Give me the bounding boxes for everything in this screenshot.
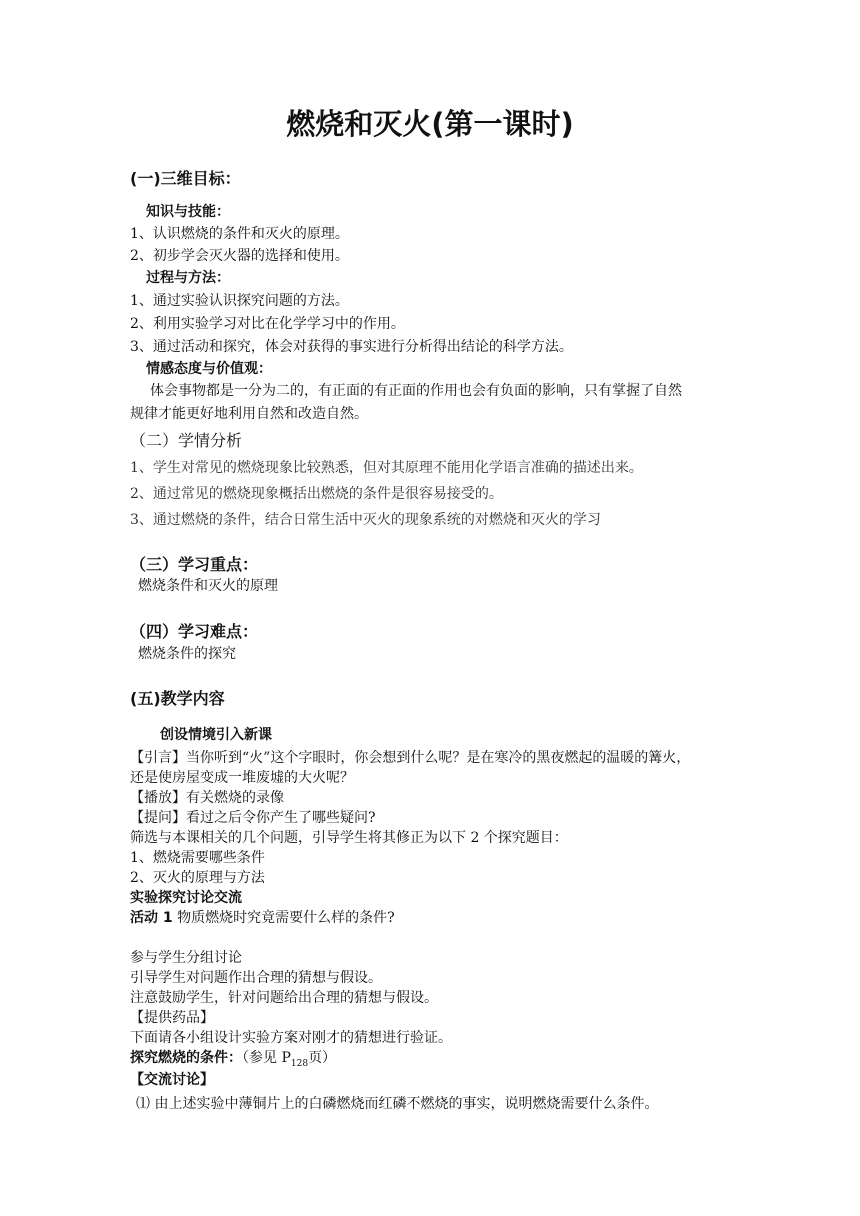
process-item-3: 3、通过活动和探究，体会对获得的事实进行分析得出结论的科学方法。: [130, 339, 573, 355]
attitude-line-1: 体会事物都是一分为二的，有正面的有正面的作用也会有负面的影响，只有掌握了自然: [150, 383, 682, 399]
ask-line: 【提问】看过之后令你产生了哪些疑问?: [130, 810, 376, 826]
group-line: 参与学生分组讨论: [130, 950, 242, 966]
encourage-line: 注意鼓励学生，针对问题给出合理的猜想与假设。: [130, 990, 438, 1006]
analysis-item-2: 2、通过常见的燃烧现象概括出燃烧的条件是很容易接受的。: [130, 486, 503, 502]
section-3-text: 燃烧条件和灭火的原理: [138, 578, 278, 594]
analysis-item-1: 1、学生对常见的燃烧现象比较熟悉，但对其原理不能用化学语言准确的描述出来。: [130, 460, 643, 476]
process-item-2: 2、利用实验学习对比在化学学习中的作用。: [130, 316, 405, 332]
knowledge-label: 知识与技能：: [146, 204, 230, 220]
attitude-line-2: 规律才能更好地利用自然和改造自然。: [130, 406, 368, 422]
activity-text: 物质燃烧时究竟需要什么样的条件?: [177, 910, 395, 926]
explore-ref-prefix: （参见 P: [242, 1050, 291, 1066]
activity-label: 活动 1: [130, 910, 173, 926]
filter-line: 筛选与本课相关的几个问题，引导学生将其修正为以下 2 个探究题目：: [130, 830, 568, 846]
discussion-question: [136, 1094, 658, 1114]
knowledge-item-1: 1、认识燃烧的条件和灭火的原理。: [130, 226, 349, 242]
knowledge-item-2: 2、初步学会灭火器的选择和使用。: [130, 248, 349, 264]
question-2: 2、灭火的原理与方法: [130, 870, 265, 886]
question-1: 1、燃烧需要哪些条件: [130, 850, 265, 866]
guide-line: 引导学生对问题作出合理的猜想与假设。: [130, 970, 382, 986]
explore-ref-page: 128: [290, 1058, 309, 1069]
explore-label: 探究燃烧的条件：: [130, 1050, 242, 1066]
section-5-subheading: 创设情境引入新课: [160, 727, 272, 743]
section-4-text: 燃烧条件的探究: [138, 646, 236, 662]
intro-line-1: 【引言】当你听到“火”这个字眼时，你会想到什么呢？是在寒冷的黑夜燃起的温暖的篝火，: [130, 750, 691, 766]
analysis-item-3: 3、通过燃烧的条件，结合日常生活中灭火的现象系统的对燃烧和灭火的学习: [130, 512, 601, 528]
play-line: 【播放】有关燃烧的录像: [130, 790, 284, 806]
intro-line-2: 还是使房屋变成一堆废墟的大火呢？: [130, 770, 354, 786]
activity-line: [130, 908, 395, 928]
provide-line: 【提供药品】: [130, 1010, 214, 1026]
section-2-heading: （二）学情分析: [130, 431, 243, 450]
design-line: 下面请各小组设计实验方案对刚才的猜想进行验证。: [130, 1030, 452, 1046]
process-label: 过程与方法：: [146, 270, 230, 286]
discuss-heading: 【交流讨论】: [130, 1072, 214, 1088]
section-1-heading: (一)三维目标：: [130, 169, 241, 188]
experiment-heading: 实验探究讨论交流: [130, 890, 242, 906]
discussion-question-number: ⑴: [136, 1096, 150, 1112]
discussion-question-text: 由上述实验中薄铜片上的白磷燃烧而红磷不燃烧的事实，说明燃烧需要什么条件。: [154, 1096, 659, 1112]
section-4-heading: （四）学习难点：: [130, 622, 259, 641]
attitude-label: 情感态度与价值观：: [146, 361, 272, 377]
section-3-heading: （三）学习重点：: [130, 555, 259, 574]
process-item-1: 1、通过实验认识探究问题的方法。: [130, 293, 349, 309]
page-title: 燃烧和灭火(第一课时): [286, 107, 574, 141]
section-5-heading: (五)教学内容: [130, 689, 225, 708]
explore-ref-suffix: 页）: [308, 1050, 337, 1066]
